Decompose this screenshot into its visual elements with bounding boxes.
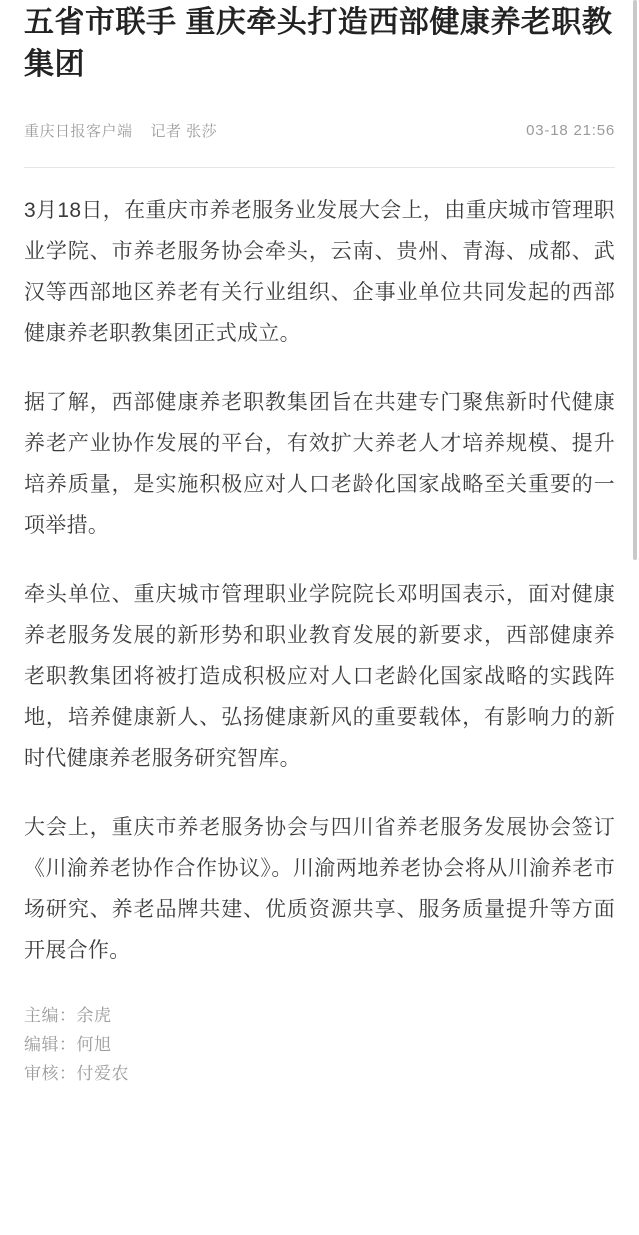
- header-divider: [24, 167, 615, 168]
- credit-line: 编辑：何旭: [24, 1035, 112, 1054]
- credit-line: 审核：付爱农: [24, 1064, 129, 1083]
- article-author: 记者 张莎: [150, 123, 218, 140]
- page-title: 五省市联手 重庆牵头打造西部健康养老职教集团: [24, 6, 613, 81]
- article-paragraph: 据了解，西部健康养老职教集团旨在共建专门聚焦新时代健康养老产业协作发展的平台，有效扩大养老人才培养规模、提升培养质量，是实施积极应对人口老龄化国家战略至关重要的一项举措。: [24, 391, 615, 537]
- article-paragraph: 大会上，重庆市养老服务协会与四川省养老服务发展协会签订《川渝养老协作合作协议》。川渝两地养老协会将从川渝养老市场研究、养老品牌共建、优质资源共享、服务质量提升等方面开展合作。: [24, 816, 615, 962]
- article-meta-left: [24, 120, 217, 141]
- article-meta: [24, 120, 615, 141]
- article-source: 重庆日报客户端: [24, 123, 133, 140]
- article-paragraph: 牵头单位、重庆城市管理职业学院院长邓明国表示，面对健康养老服务发展的新形势和职业教育发展的新要求，西部健康养老职教集团将被打造成积极应对人口老龄化国家战略的实践阵地，培养健康新人、弘扬健康新风的重要载体，有影响力的新时代健康养老服务研究智库。: [24, 583, 615, 770]
- vertical-scrollbar[interactable]: [633, 0, 637, 560]
- article-body: [24, 190, 615, 971]
- article-credits: [24, 1001, 615, 1088]
- article-paragraph: 3月18日，在重庆市养老服务业发展大会上，由重庆城市管理职业学院、市养老服务协会牵头，云南、贵州、青海、成都、武汉等西部地区养老有关行业组织、企事业单位共同发起的西部健康养老职教集团正式成立。: [24, 199, 615, 345]
- credit-line: 主编：余虎: [24, 1006, 112, 1025]
- article-timestamp: 03-18 21:56: [526, 122, 615, 139]
